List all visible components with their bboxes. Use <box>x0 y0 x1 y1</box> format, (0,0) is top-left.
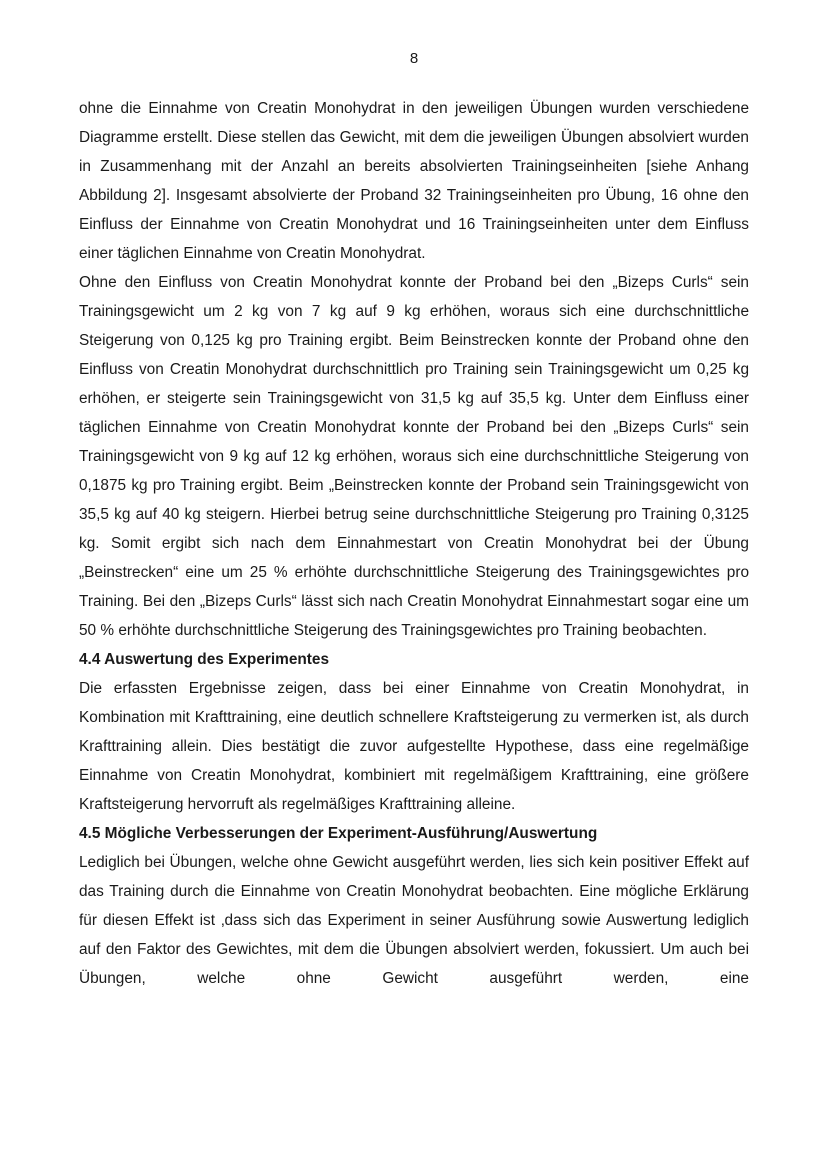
paragraph-results: Ohne den Einfluss von Creatin Monohydrat konnte der Proband bei den „Bizeps Curls“ sein Trainingsgewicht um 2 kg von 7 kg auf 9 kg erhöhen, woraus sich eine durchschnittliche Steigerung von 0,125 kg pro Training ergibt. Beim Beinstrecken konnte der Proband ohne den Einfluss von Creatin Monohydrat durchschnittlich pro Training sein Trainingsgewicht um 0,25 kg erhöhen, er steigerte sein Trainingsgewicht von 31,5 kg auf 35,5 kg. Unter dem Einfluss einer täglichen Einnahme von Creatin Monohydrat konnte der Proband bei den „Bizeps Curls“ sein Trainingsgewicht von 9 kg auf 12 kg erhöhen, woraus sich eine durchschnittliche Steigerung von 0,1875 kg pro Training ergibt. Beim „Beinstrecken konnte der Proband sein Trainingsgewicht von 35,5 kg auf 40 kg steigern. Hierbei betrug seine durchschnittliche Steigerung pro Training 0,3125 kg. Somit ergibt sich nach dem Einnahmestart von Creatin Monohydrat bei der Übung „Beinstrecken“ eine um 25 % erhöhte durchschnittliche Steigerung des Trainingsgewichtes pro Training. Bei den „Bizeps Curls“ lässt sich nach Creatin Monohydrat Einnahmestart sogar eine um 50 % erhöhte durchschnittliche Steigerung des Trainingsgewichtes pro Training beobachten. <box>79 274 749 639</box>
paragraph-diagram-intro: ohne die Einnahme von Creatin Monohydrat in den jeweiligen Übungen wurden verschiedene Diagramme erstellt. Diese stellen das Gewicht, mit dem die jeweiligen Übungen absolviert wurden in Zusammenhang mit der Anzahl an bereits absolvierten Trainingseinheiten [siehe Anhang Abbildung 2]. Insgesamt absolvierte der Proband 32 Trainingseinheiten pro Übung, 16 ohne den Einfluss der Einnahme von Creatin Monohydrat und 16 Trainingseinheiten unter dem Einfluss einer täglichen Einnahme von Creatin Monohydrat. <box>79 100 749 262</box>
section-heading-4-5: 4.5 Mögliche Verbesserungen der Experiment-Ausführung/Auswertung <box>79 825 598 842</box>
page-content <box>79 94 749 993</box>
paragraph-improvements: Lediglich bei Übungen, welche ohne Gewicht ausgeführt werden, lies sich kein positiver Effekt auf das Training durch die Einnahme von Creatin Monohydrat beobachten. Eine mögliche Erklärung für diesen Effekt ist ‚dass sich das Experiment in seiner Ausführung sowie Auswertung lediglich auf den Faktor des Gewichtes, mit dem die Übungen absolviert werden, fokussiert. Um auch bei Übungen, welche ohne Gewicht ausgeführt werden, eine <box>79 854 749 987</box>
page-number: 8 <box>409 50 419 67</box>
section-heading-4-4: 4.4 Auswertung des Experimentes <box>79 651 330 668</box>
paragraph-evaluation: Die erfassten Ergebnisse zeigen, dass bei einer Einnahme von Creatin Monohydrat, in Kombination mit Krafttraining, eine deutlich schnellere Kraftsteigerung zu vermerken ist, als durch Krafttraining allein. Dies bestätigt die zuvor aufgestellte Hypothese, dass eine regelmäßige Einnahme von Creatin Monohydrat, kombiniert mit regelmäßigem Krafttraining, eine größere Kraftsteigerung hervorruft als regelmäßiges Krafttraining alleine. <box>79 680 749 813</box>
